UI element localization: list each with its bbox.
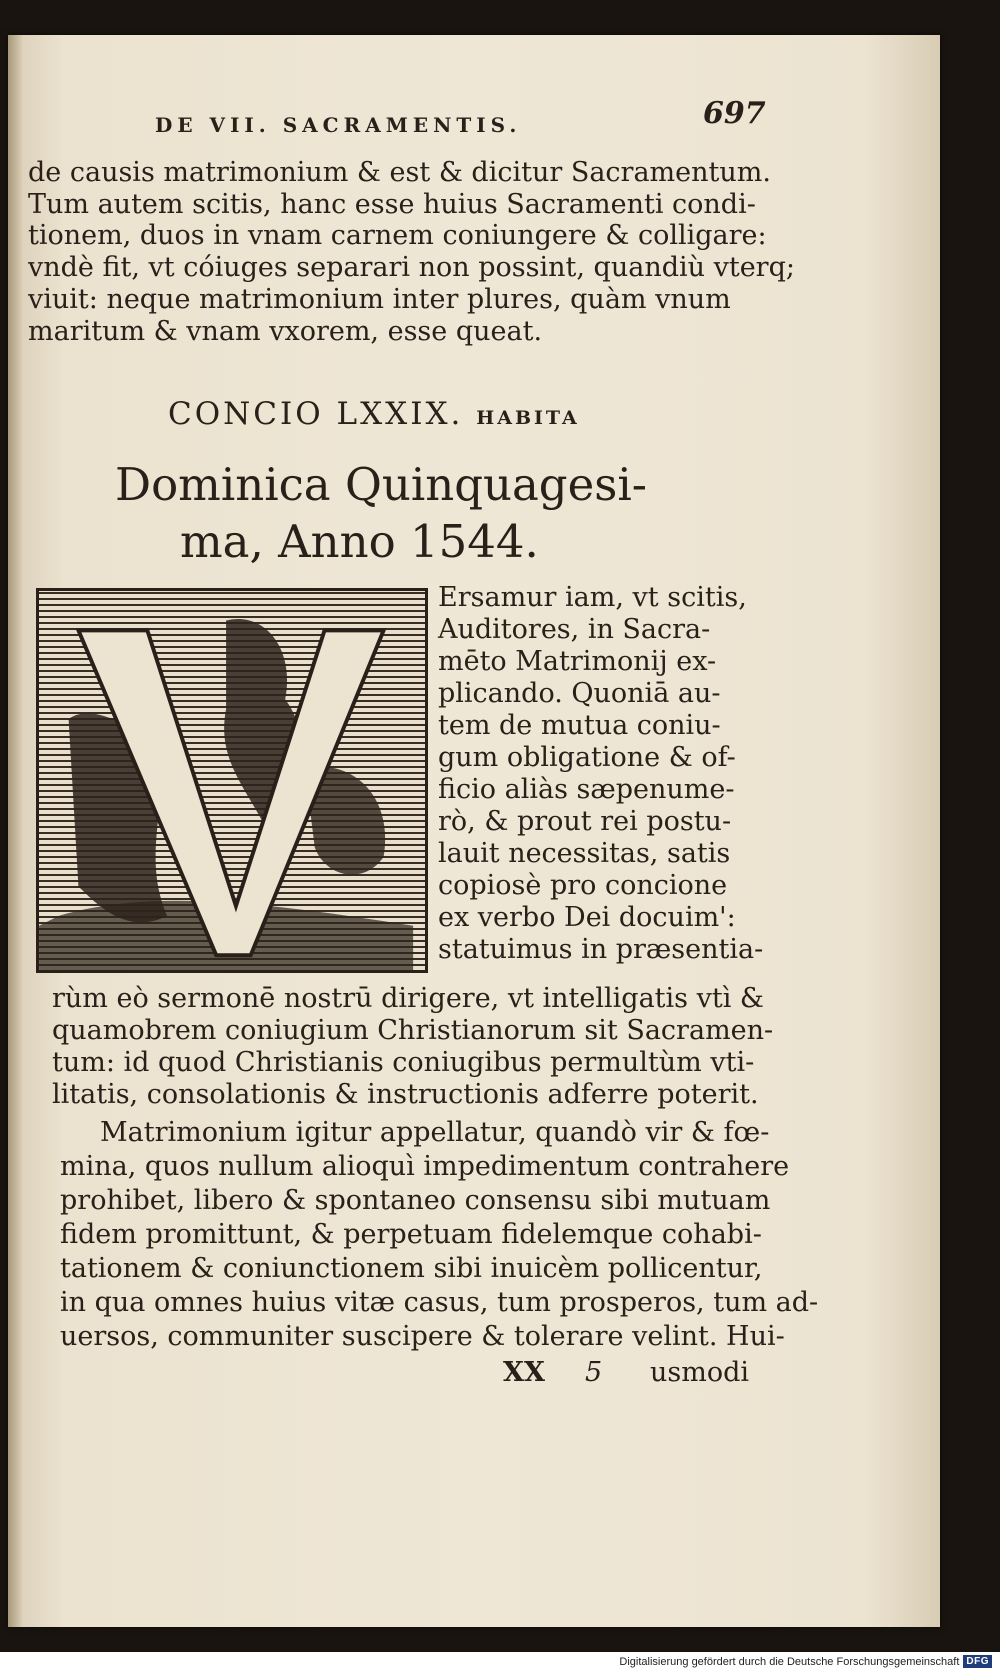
text-line: Matrimonium igitur appellatur, quandò vir & fœ- (100, 1117, 770, 1148)
woodcut-illustration (39, 591, 425, 970)
text-line: uersos, communiter suscipere & tolerare velint. Hui- (60, 1321, 785, 1352)
text-line: copiosè pro concione (438, 870, 728, 901)
text-line: mina, quos nullum alioquì impedimentum contrahere (60, 1151, 790, 1182)
text-line: maritum & vnam vxorem, esse queat. (28, 316, 543, 347)
catchword: usmodi (650, 1357, 750, 1388)
text-line: tem de mutua coniu- (438, 710, 721, 741)
signature-number: 5 (585, 1357, 603, 1388)
text-line: quamobrem coniugium Christianorum sit Sacramen- (52, 1015, 774, 1046)
text-line: fidem promittunt, & perpetuam fidelemque cohabi- (60, 1219, 762, 1250)
text-line: rùm eò sermonē nostrū dirigere, vt intelligatis vtì & (52, 983, 764, 1014)
page-number: 697 (703, 96, 766, 131)
initial-letter: V (231, 797, 233, 799)
text-line: lauit necessitas, satis (438, 838, 731, 869)
text-line: tum: id quod Christianis coniugibus permultùm vti- (52, 1047, 755, 1078)
text-line: mēto Matrimonij ex- (438, 646, 717, 677)
sermon-number: CONCIO LXXIX. (168, 396, 464, 432)
page-gutter (8, 35, 22, 1627)
text-line: ficio aliàs sæpenume- (438, 774, 735, 805)
credit-text: Digitalisierung gefördert durch die Deutsche Forschungsgemeinschaft (619, 1655, 960, 1668)
funding-credit (619, 1655, 992, 1668)
text-line: viuit: neque matrimonium inter plures, quàm vnum (28, 284, 731, 315)
sermon-title-line2: ma, Anno 1544. (180, 515, 539, 568)
sermon-title-line1: Dominica Quinquagesi- (115, 458, 647, 511)
sermon-habita: HABITA (476, 407, 580, 429)
text-line: in qua omnes huius vitæ casus, tum prosperos, tum ad- (60, 1287, 819, 1318)
text-line: de causis matrimonium & est & dicitur Sacramentum. (28, 157, 771, 188)
text-line: Auditores, in Sacra- (438, 614, 711, 645)
text-line: rò, & prout rei postu- (438, 806, 732, 837)
decorated-initial (36, 588, 428, 973)
text-line: gum obligatione & of- (438, 742, 736, 773)
text-line: plicando. Quoniā au- (438, 678, 721, 709)
text-line: prohibet, libero & spontaneo consensu sibi mutuam (60, 1185, 771, 1216)
running-head: DE VII. SACRAMENTIS. (155, 113, 522, 137)
text-line: tionem, duos in vnam carnem coniungere & colligare: (28, 220, 767, 251)
text-line: ex verbo Dei docuim': (438, 902, 736, 933)
text-line: litatis, consolationis & instructionis adferre poterit. (52, 1079, 759, 1110)
sermon-heading (168, 396, 580, 432)
signature-mark: XX (503, 1357, 545, 1388)
dfg-logo: DFG (963, 1655, 992, 1668)
text-line: Tum autem scitis, hanc esse huius Sacramenti condi- (28, 189, 756, 220)
text-line: statuimus in præsentia- (438, 934, 764, 965)
text-line: vndè fit, vt cóiuges separari non possint, quandiù vterq; (28, 252, 795, 283)
text-line: Ersamur iam, vt scitis, (438, 582, 747, 613)
text-line: tationem & coniunctionem sibi inuicèm pollicentur, (60, 1253, 763, 1284)
